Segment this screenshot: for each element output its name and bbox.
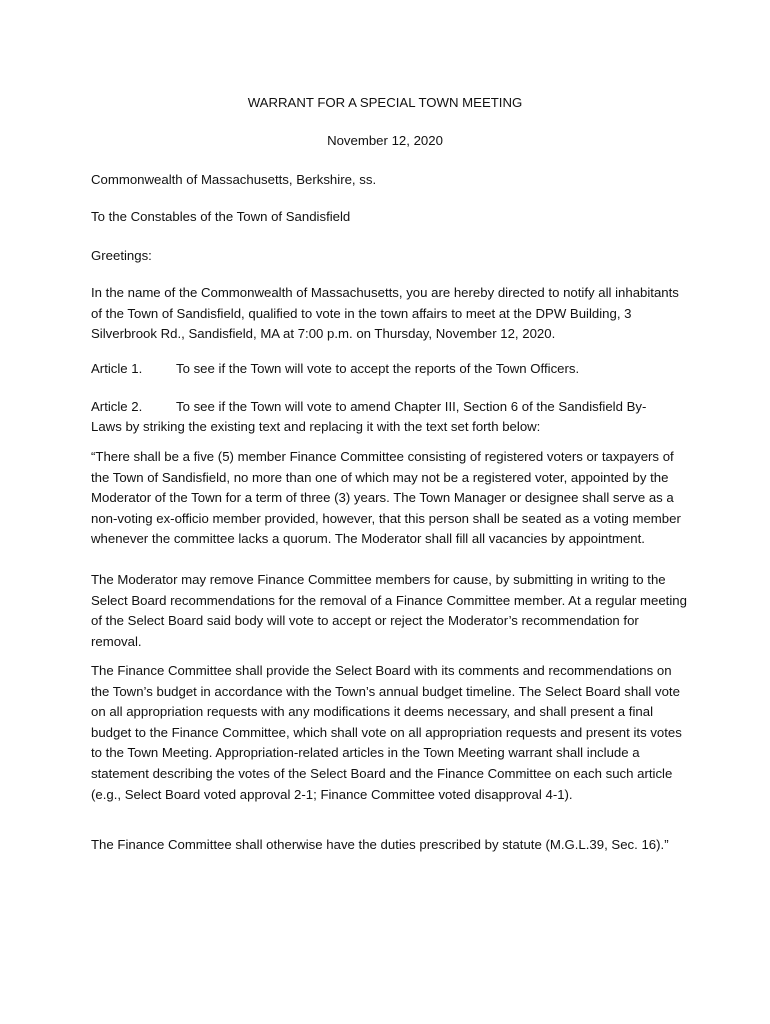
quote-paragraph-3: The Finance Committee shall provide the Select Board with its comments and recommendations on the Town’s budget in accordance with the Town’s annual budget timeline. The Select Board shall vote on all appropriation requests with any modifications it deems necessary, and shall present a final budget to the Finance Committee, which shall vote on all appropriation requests and present its votes to the Town Meeting. Appropriation-related articles in the Town Meeting warrant shall include a statement describing the votes of the Select Board and the Finance Committee on each such article (e.g., Select Board voted approval 2-1; Finance Committee voted disapproval 4-1). bbox=[91, 663, 682, 802]
quote-paragraph-4: The Finance Committee shall otherwise have the duties prescribed by statute (M.G.L.39, Sec. 16).” bbox=[91, 837, 669, 852]
quote-paragraph-1: “There shall be a five (5) member Finance Committee consisting of registered voters or taxpayers of the Town of Sandisfield, no more than one of which may not be a registered voter, appointed by the Moderator of the Town for a term of three (3) years. The Town Manager or designee shall serve as a non-voting ex-officio member provided, however, that this person shall be seated as a voting member whenever the committee lacks a quorum. The Moderator shall fill all vacancies by appointment. bbox=[91, 449, 681, 547]
meeting-date: November 12, 2020 bbox=[327, 133, 443, 148]
document-title: WARRANT FOR A SPECIAL TOWN MEETING bbox=[247, 95, 523, 110]
greeting: Greetings: bbox=[91, 248, 152, 263]
constables-line: To the Constables of the Town of Sandisfield bbox=[91, 209, 351, 224]
article-2-label: Article 2. bbox=[91, 399, 143, 414]
article-1-text: To see if the Town will vote to accept the reports of the Town Officers. bbox=[176, 361, 580, 376]
article-2-text-line2: Laws by striking the existing text and replacing it with the text set forth below: bbox=[91, 419, 541, 434]
article-2-text-line1: To see if the Town will vote to amend Chapter III, Section 6 of the Sandisfield By- bbox=[176, 399, 647, 414]
commonwealth-line: Commonwealth of Massachusetts, Berkshire, ss. bbox=[91, 172, 377, 187]
intro-paragraph: In the name of the Commonwealth of Massachusetts, you are hereby directed to notify all inhabitants of the Town of Sandisfield, qualified to vote in the town affairs to meet at the DPW Building, 3 Silverbrook Rd., Sandisfield, MA at 7:00 p.m. on Thursday, November 12, 2020. bbox=[91, 285, 679, 342]
article-1-label: Article 1. bbox=[91, 361, 143, 376]
quote-paragraph-2: The Moderator may remove Finance Committee members for cause, by submitting in writing to the Select Board recommendations for the removal of a Finance Committee member. At a regular meeting of the Select Board said body will vote to accept or reject the Moderator’s recommendation for removal. bbox=[91, 572, 687, 649]
